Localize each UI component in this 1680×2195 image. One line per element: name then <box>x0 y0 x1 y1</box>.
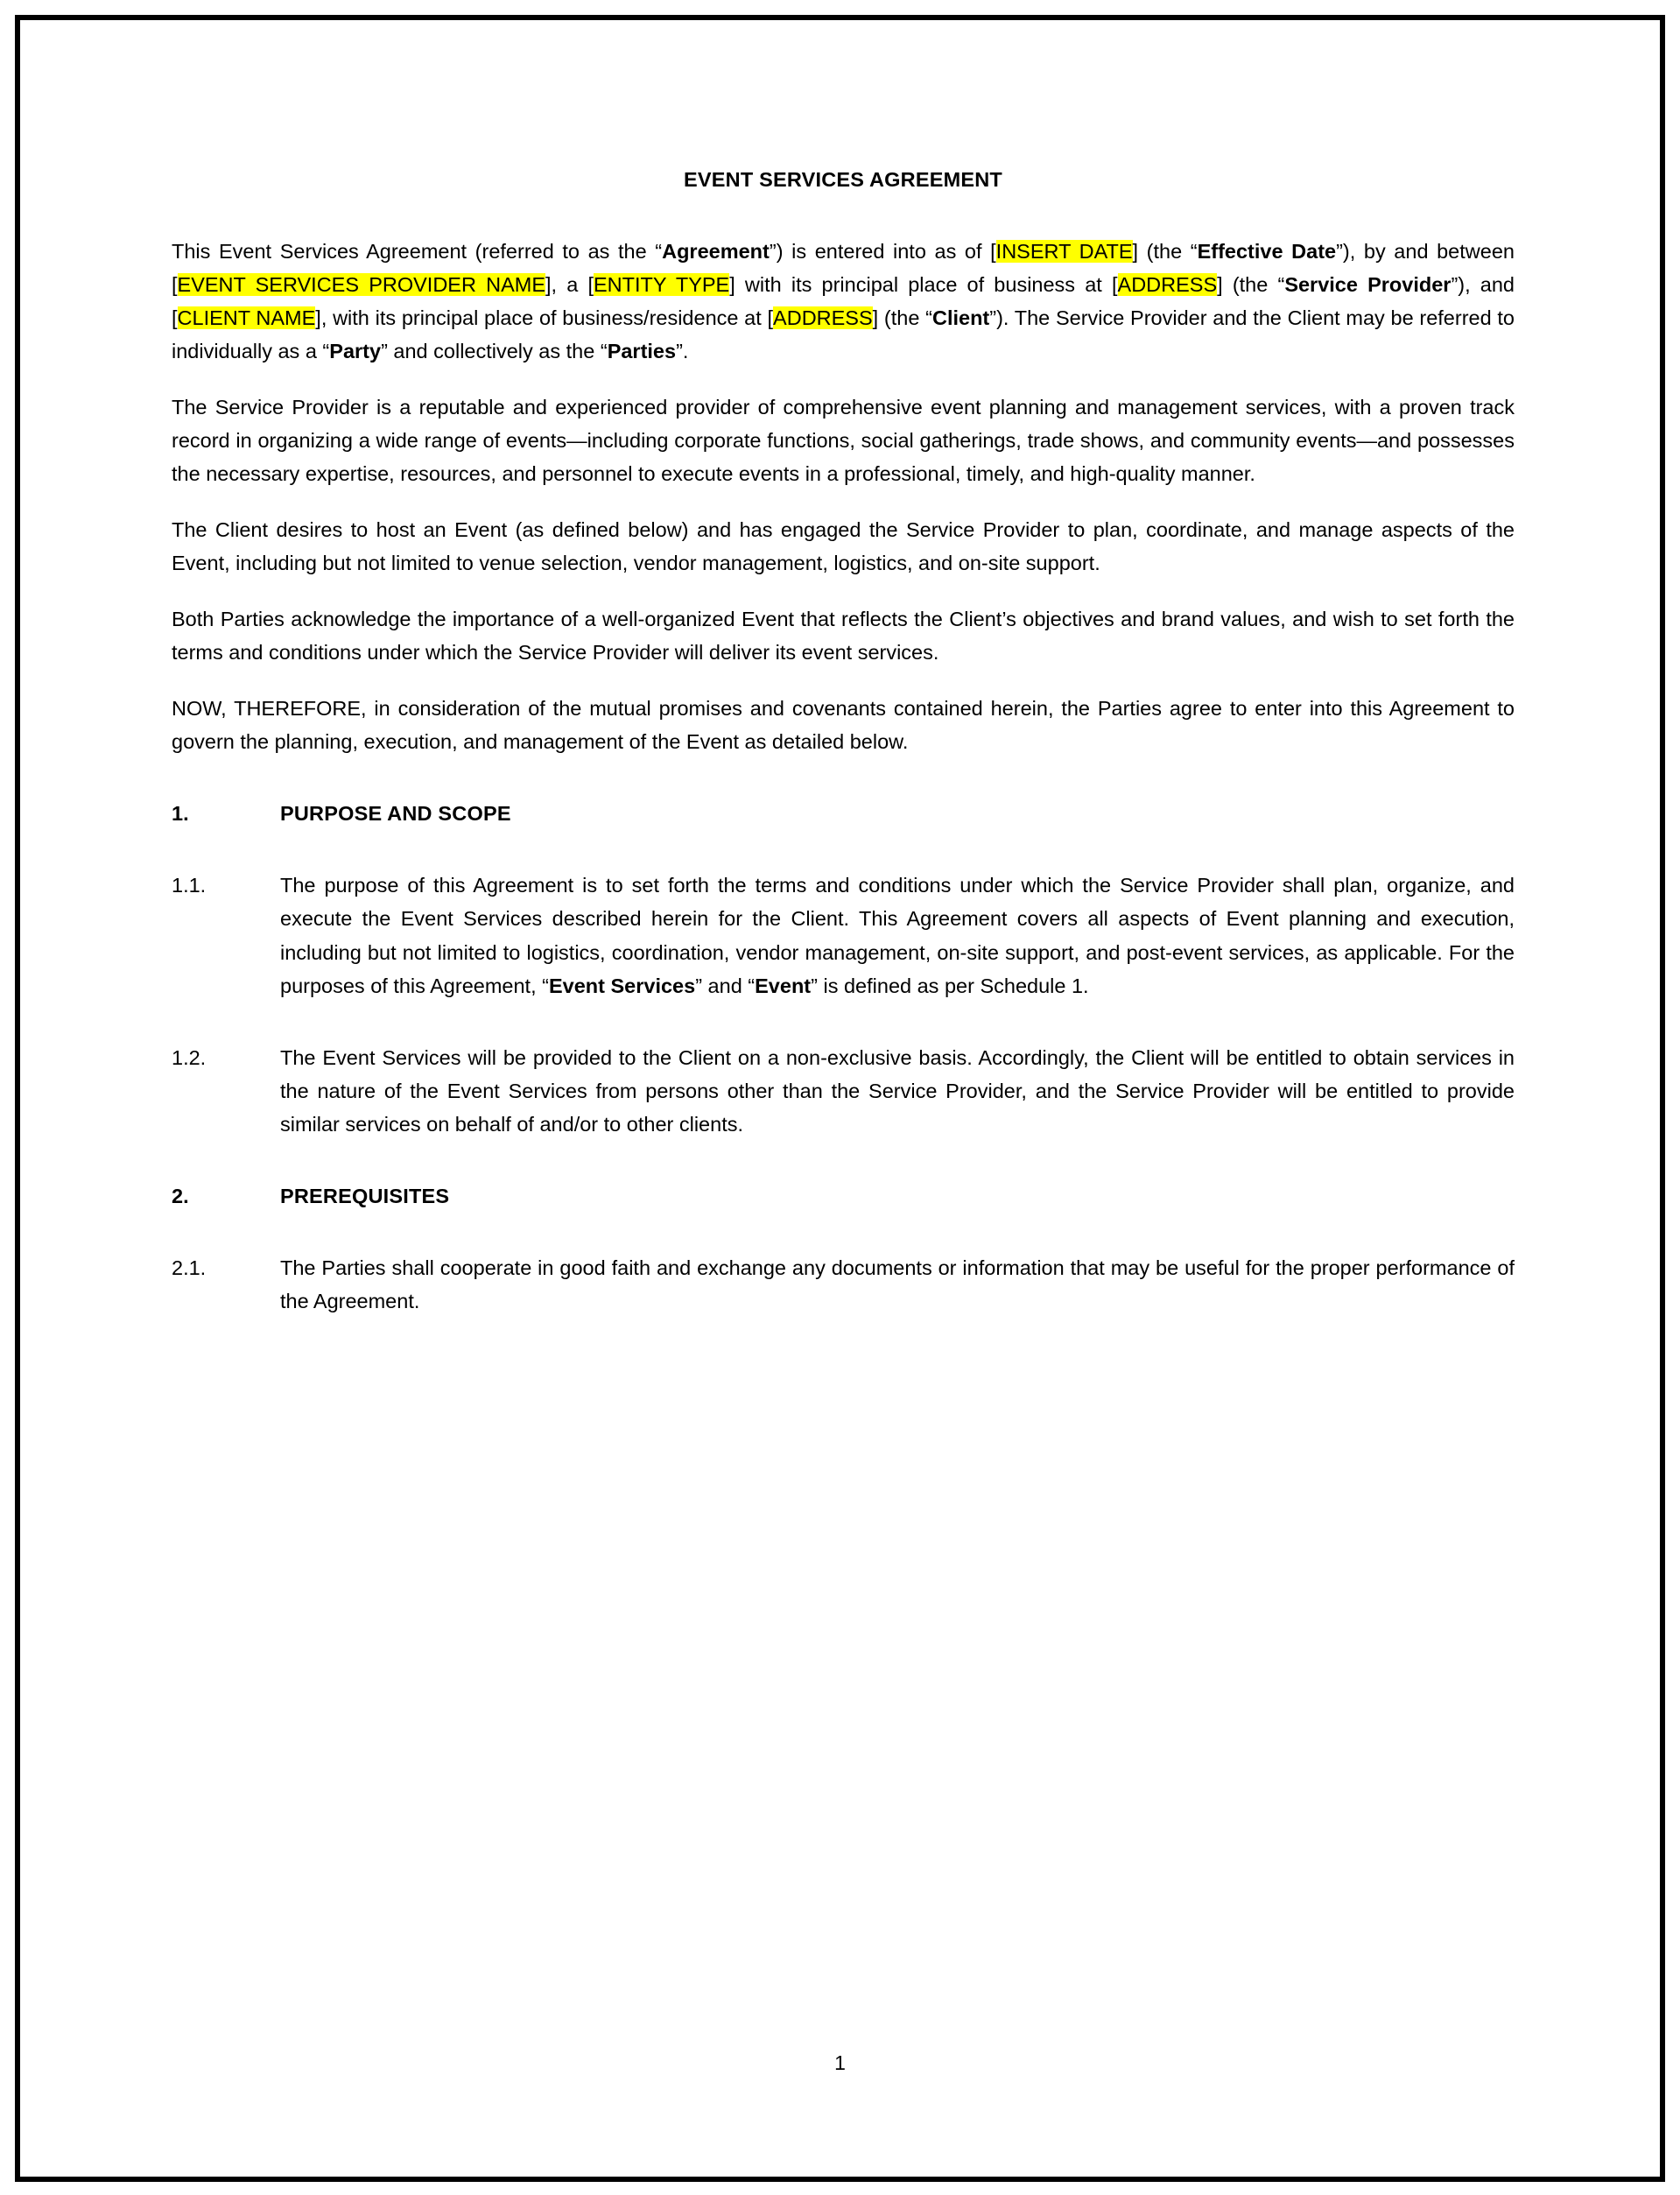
preamble-text-13: ”. <box>676 339 689 362</box>
defined-term-service-provider: Service Provider <box>1284 272 1452 296</box>
defined-term-parties: Parties <box>607 339 677 362</box>
defined-term-client: Client <box>931 306 990 329</box>
section-title-2: PREREQUISITES <box>280 1184 450 1207</box>
preamble-text-6: ] with its principal place of business at [ <box>729 272 1118 296</box>
preamble-text-2: ”) is entered into as of [ <box>769 239 996 263</box>
preamble-text-12: ” and collectively as the “ <box>381 339 608 362</box>
clause-number-2-1: 2.1. <box>172 1256 207 1279</box>
clause-2-1 <box>172 1251 1515 1318</box>
recital-paragraph-now-therefore: NOW, THEREFORE, in consideration of the mutual promises and covenants contained herein, the Parties agree to enter into this Agreement to govern the planning, execution, and management of the Event as detailed below. <box>172 697 1515 754</box>
placeholder-provider-name: EVENT SERVICES PROVIDER NAME <box>177 272 545 296</box>
placeholder-client-name: CLIENT NAME <box>177 306 316 329</box>
clause-1-1 <box>172 869 1515 1002</box>
clause-number-1-1: 1.1. <box>172 874 207 897</box>
preamble-text-7: ] (the “ <box>1217 272 1285 296</box>
defined-term-event: Event <box>755 974 812 997</box>
clause-text-2-1: The Parties shall cooperate in good faith and exchange any documents or information that may be useful for the proper performance of the Agreement. <box>280 1256 1515 1312</box>
defined-term-effective-date: Effective Date <box>1197 239 1337 263</box>
preamble-text-11: ”). The Service Provider and the Client may be referred to individually as a “ <box>172 306 1515 362</box>
clause-text-1-2: The Event Services will be provided to the Client on a non-exclusive basis. Accordingly, the Client will be entitled to obtain services in the nature of the Event Services from persons other than the Service Provider, and the Service Provider will be entitled to provide similar services on behalf of and/or to other clients. <box>280 1045 1515 1136</box>
preamble-text-10: ] (the “ <box>872 306 932 329</box>
recital-paragraph-provider-background: The Service Provider is a reputable and experienced provider of comprehensive event planning and management services, with a proven track record in organizing a wide range of events—including corporate functions, social gatherings, trade shows, and community events—and possesses the necessary expertise, resources, and personnel to execute events in a professional, timely, and high-quality manner. <box>172 395 1515 485</box>
placeholder-entity-type: ENTITY TYPE <box>593 272 730 296</box>
section-number-1: 1. <box>172 802 189 826</box>
page-number-footer: 1 <box>834 2051 846 2074</box>
clause-number-1-2: 1.2. <box>172 1045 207 1069</box>
preamble-text-1: This Event Services Agreement (referred to as the “ <box>172 239 663 263</box>
section-heading-purpose-and-scope <box>172 797 1515 830</box>
section-title-1: PURPOSE AND SCOPE <box>280 802 511 826</box>
defined-term-agreement: Agreement <box>662 239 770 263</box>
preamble-text-9: ], with its principal place of business/residence at [ <box>315 306 774 329</box>
placeholder-insert-date: INSERT DATE <box>995 239 1133 263</box>
preamble-text-3: ] (the “ <box>1132 239 1198 263</box>
recital-paragraph-acknowledgement: Both Parties acknowledge the importance of a well-organized Event that reflects the Client’s objectives and brand values, and wish to set forth the terms and conditions under which the Service Provider will deliver its event services. <box>172 608 1515 665</box>
section-number-2: 2. <box>172 1184 189 1207</box>
placeholder-address-client: ADDRESS <box>773 306 873 329</box>
preamble-text-5: ], a [ <box>545 272 594 296</box>
preamble-text-8: ”), and [ <box>172 272 1515 329</box>
clause-1-1-text-part-2: ” and “ <box>695 974 756 997</box>
page-title: EVENT SERVICES AGREEMENT <box>684 168 1002 191</box>
defined-term-event-services: Event Services <box>548 974 696 997</box>
section-heading-prerequisites <box>172 1179 1515 1213</box>
defined-term-party: Party <box>329 339 382 362</box>
clause-text-1-1 <box>280 869 1515 1002</box>
clause-1-2 <box>172 1041 1515 1141</box>
document-content <box>172 166 1515 1318</box>
clause-1-1-text-part-3: ” is defined as per Schedule 1. <box>811 974 1089 997</box>
preamble-paragraph-parties <box>172 235 1515 368</box>
preamble-text-4: ”), by and between [ <box>172 239 1515 296</box>
placeholder-address-provider: ADDRESS <box>1117 272 1218 296</box>
recital-paragraph-client-intent: The Client desires to host an Event (as defined below) and has engaged the Service Provider to plan, coordinate, and manage aspects of the Event, including but not limited to venue selection, vendor management, logistics, and on-site support. <box>172 517 1515 575</box>
clause-1-1-text-part-1: The purpose of this Agreement is to set forth the terms and conditions under which the Service Provider shall plan, organize, and execute the Event Services described herein for the Client. This Agreement covers all aspects of Event planning and execution, including but not limited to logistics, coordination, vendor management, on-site support, and post-event services, as applicable. For the purposes of this Agreement, “ <box>280 874 1515 997</box>
